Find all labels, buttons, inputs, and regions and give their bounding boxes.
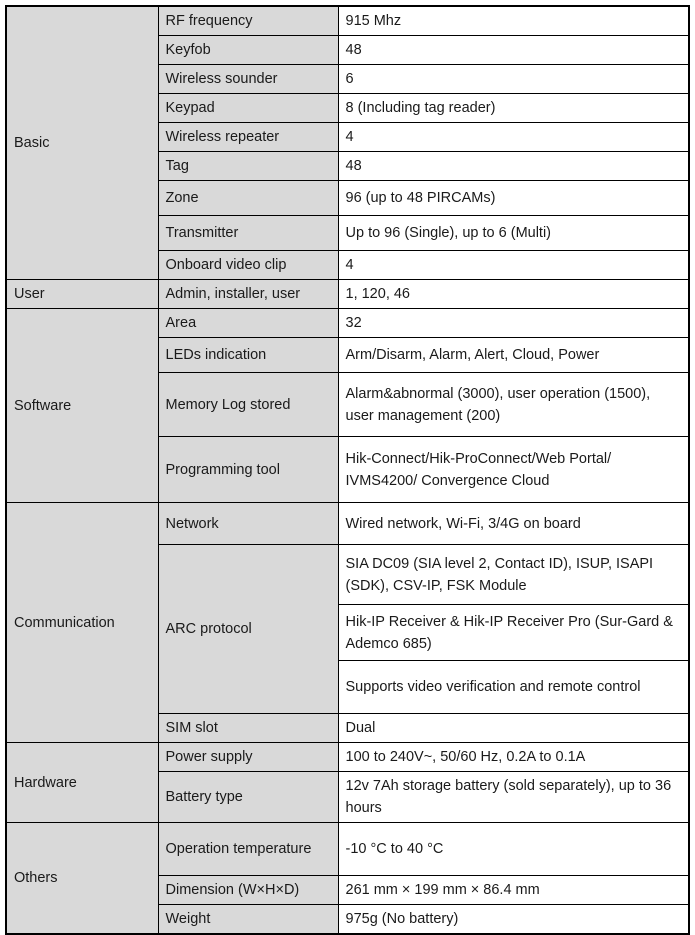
- specification-table: [5, 5, 690, 935]
- param-cell: Wireless repeater: [158, 123, 338, 152]
- value-cell: Alarm&abnormal (3000), user operation (1500), user management (200): [338, 373, 689, 437]
- param-cell: Weight: [158, 905, 338, 935]
- param-cell: Area: [158, 309, 338, 338]
- value-cell: Supports video verification and remote control: [338, 661, 689, 714]
- value-cell: 4: [338, 123, 689, 152]
- category-cell-others: Others: [6, 823, 158, 935]
- value-cell: 261 mm × 199 mm × 86.4 mm: [338, 876, 689, 905]
- table-row: [6, 280, 689, 309]
- param-cell-arc-protocol: ARC protocol: [158, 545, 338, 714]
- value-cell: 1, 120, 46: [338, 280, 689, 309]
- param-cell: Network: [158, 503, 338, 545]
- value-cell: 100 to 240V~, 50/60 Hz, 0.2A to 0.1A: [338, 743, 689, 772]
- value-cell: 6: [338, 65, 689, 94]
- category-cell-user: User: [6, 280, 158, 309]
- table-row: [6, 309, 689, 338]
- param-cell: Dimension (W×H×D): [158, 876, 338, 905]
- value-cell: Dual: [338, 714, 689, 743]
- category-cell-hardware: Hardware: [6, 743, 158, 823]
- param-cell: Power supply: [158, 743, 338, 772]
- param-cell: Memory Log stored: [158, 373, 338, 437]
- value-cell: Arm/Disarm, Alarm, Alert, Cloud, Power: [338, 338, 689, 373]
- category-cell-software: Software: [6, 309, 158, 503]
- value-cell: SIA DC09 (SIA level 2, Contact ID), ISUP, ISAPI (SDK), CSV-IP, FSK Module: [338, 545, 689, 605]
- param-cell: RF frequency: [158, 6, 338, 36]
- param-cell: Admin, installer, user: [158, 280, 338, 309]
- table-row: [6, 743, 689, 772]
- value-cell: Hik-Connect/Hik-ProConnect/Web Portal/ IVMS4200/ Convergence Cloud: [338, 437, 689, 503]
- value-cell: 48: [338, 36, 689, 65]
- value-cell: Wired network, Wi-Fi, 3/4G on board: [338, 503, 689, 545]
- value-cell: 12v 7Ah storage battery (sold separately), up to 36 hours: [338, 772, 689, 823]
- category-cell-basic: Basic: [6, 6, 158, 280]
- value-cell: Hik-IP Receiver & Hik-IP Receiver Pro (Sur-Gard & Ademco 685): [338, 605, 689, 661]
- param-cell: Programming tool: [158, 437, 338, 503]
- param-cell: Zone: [158, 181, 338, 216]
- value-cell: 96 (up to 48 PIRCAMs): [338, 181, 689, 216]
- param-cell: Tag: [158, 152, 338, 181]
- table-body: [6, 6, 689, 934]
- value-cell: 915 Mhz: [338, 6, 689, 36]
- param-cell: Transmitter: [158, 216, 338, 251]
- specification-table-container: [5, 5, 688, 928]
- value-cell: -10 °C to 40 °C: [338, 823, 689, 876]
- value-cell: 48: [338, 152, 689, 181]
- param-cell: Operation temperature: [158, 823, 338, 876]
- table-row: [6, 823, 689, 876]
- param-cell: Wireless sounder: [158, 65, 338, 94]
- param-cell: LEDs indication: [158, 338, 338, 373]
- value-cell: Up to 96 (Single), up to 6 (Multi): [338, 216, 689, 251]
- param-cell: Keypad: [158, 94, 338, 123]
- value-cell: 975g (No battery): [338, 905, 689, 935]
- value-cell: 32: [338, 309, 689, 338]
- value-cell: 4: [338, 251, 689, 280]
- table-row: [6, 503, 689, 545]
- param-cell: Keyfob: [158, 36, 338, 65]
- table-row: [6, 6, 689, 36]
- param-cell: SIM slot: [158, 714, 338, 743]
- category-cell-communication: Communication: [6, 503, 158, 743]
- value-cell: 8 (Including tag reader): [338, 94, 689, 123]
- param-cell: Onboard video clip: [158, 251, 338, 280]
- param-cell: Battery type: [158, 772, 338, 823]
